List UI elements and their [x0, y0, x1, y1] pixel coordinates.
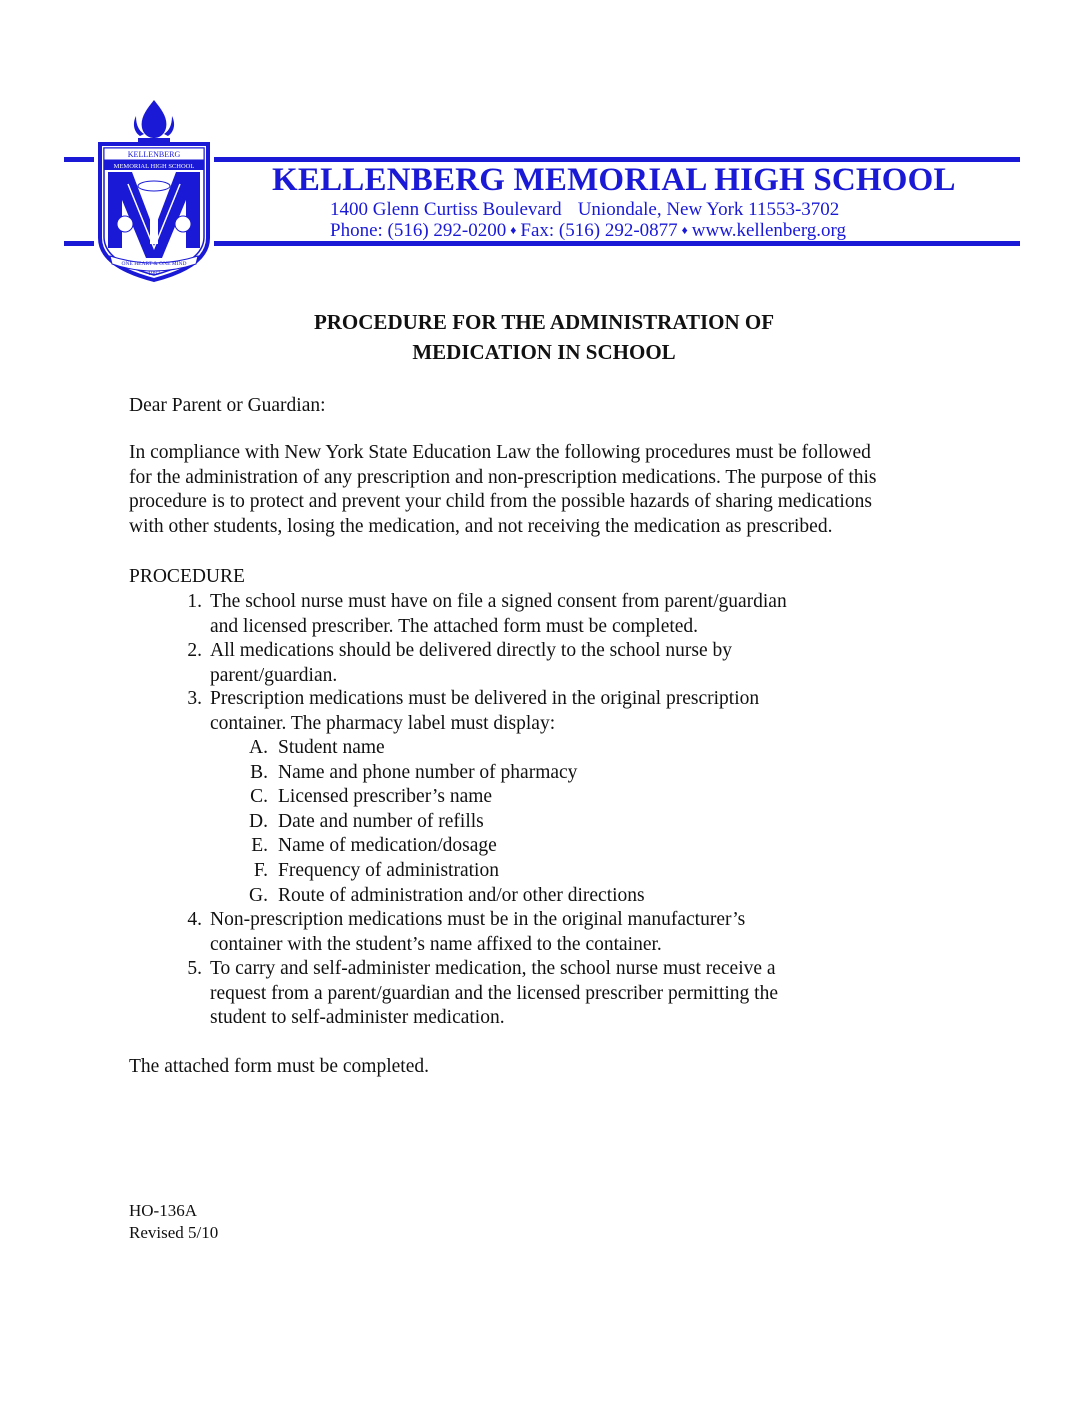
document-title-line-1: PROCEDURE FOR THE ADMINISTRATION OF — [313, 310, 775, 334]
list-item — [248, 736, 645, 761]
item-text: Licensed prescriber’s name — [278, 786, 493, 808]
item-text: Name and phone number of pharmacy — [278, 761, 578, 783]
step-line: The school nurse must have on file a signed consent from parent/guardian — [210, 591, 787, 612]
school-address — [330, 199, 839, 221]
street-address: 1400 Glenn Curtiss Boulevard — [330, 199, 562, 220]
document-title-line-2: MEDICATION IN SCHOOL — [412, 340, 676, 364]
paragraph-line: In compliance with New York State Education Law the following procedures must be followed — [129, 442, 871, 463]
step-line: To carry and self-administer medication, the school nurse must receive a — [210, 958, 776, 979]
school-crest-logo — [92, 98, 216, 284]
item-letter: E. — [251, 835, 268, 857]
paragraph-line: with other students, losing the medication, and not receiving the medication as prescribed. — [129, 515, 833, 537]
step-line: Non-prescription medications must be in the original manufacturer’s — [210, 909, 746, 930]
step-line: Prescription medications must be delivered in the original prescription — [210, 688, 760, 709]
paragraph-line: procedure is to protect and prevent your child from the possible hazards of sharing medications — [129, 491, 872, 513]
item-letter: D. — [249, 810, 268, 832]
procedure-step — [182, 687, 759, 736]
item-text: Name of medication/dosage — [278, 835, 497, 857]
procedure-step — [182, 590, 787, 639]
step-line: student to self-administer medication. — [210, 1007, 505, 1029]
svg-text:KELLENBERG: KELLENBERG — [127, 150, 181, 159]
school-name: KELLENBERG MEMORIAL HIGH SCHOOL — [272, 162, 956, 198]
step-line: All medications should be delivered directly to the school nurse by — [210, 640, 733, 661]
item-letter: C. — [250, 786, 268, 808]
list-item — [248, 859, 645, 884]
procedure-step — [182, 957, 778, 1031]
item-text: Student name — [278, 737, 385, 758]
step-number: 5. — [187, 958, 202, 979]
paragraph-line: for the administration of any prescription and non-prescription medications. The purpose of this — [129, 466, 877, 488]
intro-paragraph — [129, 441, 877, 539]
step-line: request from a parent/guardian and the licensed prescriber permitting the — [210, 982, 778, 1004]
svg-text:MEMORIAL HIGH SCHOOL: MEMORIAL HIGH SCHOOL — [113, 163, 195, 170]
procedure-step — [182, 908, 745, 957]
item-text: Frequency of administration — [278, 859, 499, 881]
step-line: container. The pharmacy label must display: — [210, 712, 556, 734]
revision-date: Revised 5/10 — [129, 1223, 219, 1242]
step-text — [210, 639, 732, 688]
step-number: 1. — [187, 591, 202, 612]
procedure-step — [182, 639, 732, 688]
school-contact — [330, 220, 846, 241]
torch-flame-icon — [134, 100, 174, 146]
diamond-separator-icon: ♦ — [681, 223, 688, 237]
step-line: and licensed prescriber. The attached form must be completed. — [210, 615, 699, 637]
item-letter: A. — [249, 737, 268, 758]
list-item — [248, 834, 645, 859]
item-letter: F. — [253, 859, 268, 881]
procedure-heading: PROCEDURE — [129, 566, 245, 587]
list-item — [248, 884, 645, 909]
item-letter: G. — [249, 884, 268, 906]
step-line: parent/guardian. — [210, 664, 338, 686]
step-number: 3. — [187, 688, 202, 709]
item-text: Route of administration and/or other directions — [278, 884, 645, 906]
list-item — [248, 761, 645, 786]
website-link[interactable]: www.kellenberg.org — [691, 220, 847, 241]
svg-text:1987: 1987 — [148, 271, 160, 277]
closing-note: The attached form must be completed. — [129, 1056, 429, 1077]
pharmacy-label-list — [248, 736, 645, 908]
step-line: container with the student’s name affixed to the container. — [210, 933, 662, 955]
diamond-separator-icon: ♦ — [510, 223, 517, 237]
step-text — [210, 590, 787, 639]
list-item — [248, 810, 645, 835]
letterhead-rule — [214, 241, 1020, 246]
step-text — [210, 957, 778, 1031]
city-state-zip: Uniondale, New York 11553-3702 — [577, 199, 840, 220]
phone-number: Phone: (516) 292-0200 — [330, 220, 507, 241]
letterhead-rule — [64, 241, 94, 246]
step-number: 2. — [187, 640, 202, 661]
fax-number: Fax: (516) 292-0877 — [520, 220, 678, 241]
list-item — [248, 785, 645, 810]
svg-text:ONE HEART & ONE MIND: ONE HEART & ONE MIND — [121, 261, 187, 267]
step-text — [210, 687, 759, 736]
step-text — [210, 908, 745, 957]
letterhead-rule — [64, 157, 94, 162]
item-text: Date and number of refills — [278, 810, 484, 832]
step-number: 4. — [187, 909, 202, 930]
salutation: Dear Parent or Guardian: — [129, 395, 326, 416]
item-letter: B. — [250, 761, 268, 783]
form-id: HO-136A — [129, 1201, 197, 1220]
